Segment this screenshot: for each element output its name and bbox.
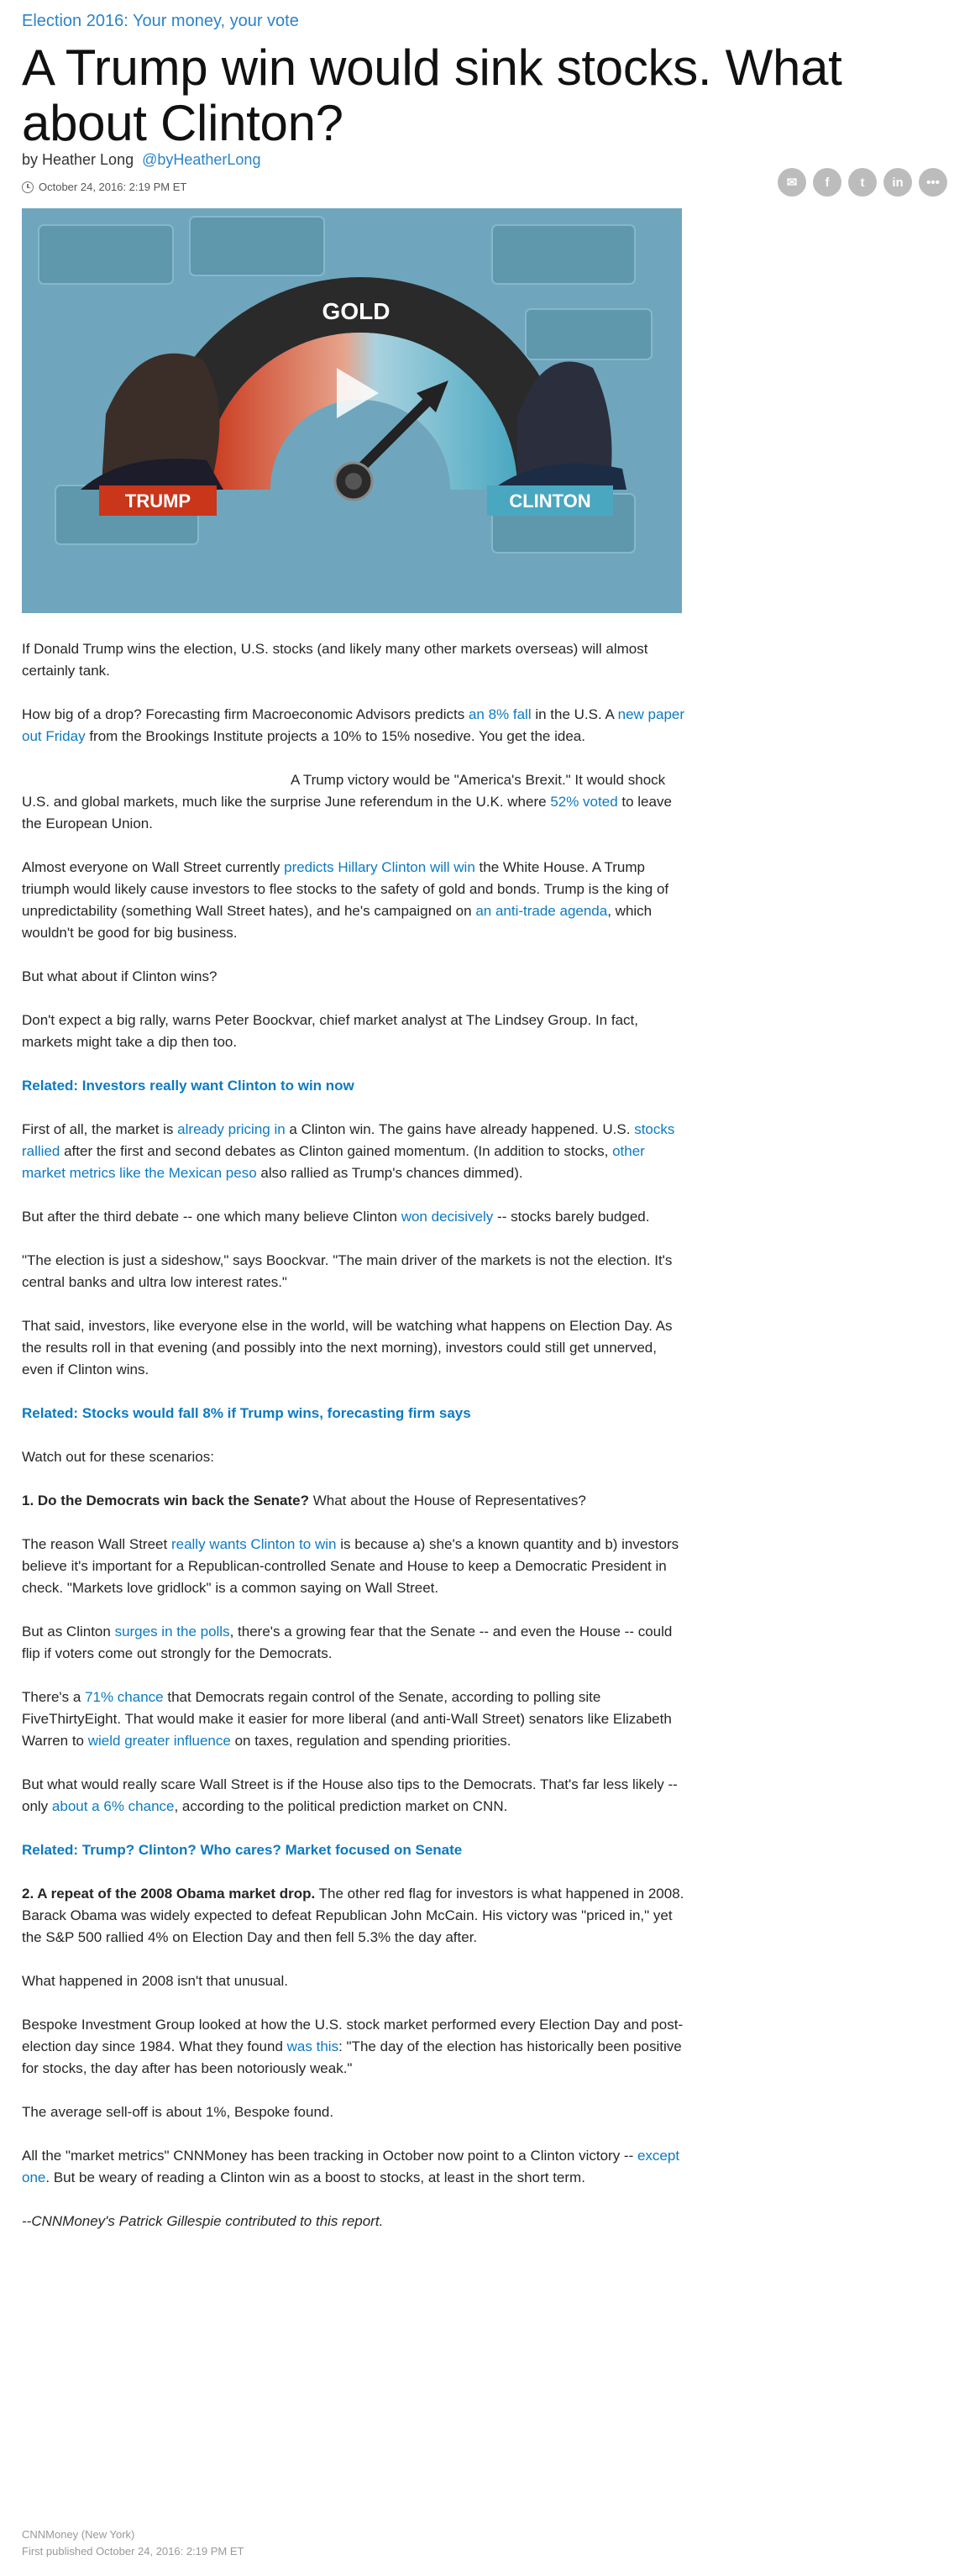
paragraph <box>22 2014 685 2080</box>
twitter-icon[interactable]: t <box>848 168 877 197</box>
paragraph <box>22 704 685 748</box>
paragraph <box>22 2145 685 2189</box>
link[interactable]: an anti-trade agenda <box>475 903 608 919</box>
gauge-label: GOLD <box>322 298 391 324</box>
email-icon[interactable]: ✉ <box>778 168 806 197</box>
text: First of all, the market is <box>22 1121 178 1137</box>
text: , which wouldn't be good for big business. <box>22 903 653 941</box>
link[interactable]: predicts Hillary Clinton will win <box>284 859 475 875</box>
text: . But be weary of reading a Clinton win as a boost to stocks, at least in the short term. <box>45 2169 585 2185</box>
link[interactable]: won decisively <box>401 1209 494 1225</box>
text: , there's a growing fear that the Senate -- and even the House -- could flip if voters come out strongly for the Democrats. <box>22 1624 673 1661</box>
byline <box>22 151 260 169</box>
article-body <box>22 638 685 2254</box>
paragraph: The average sell-off is about 1%, Bespoke found. <box>22 2104 334 2120</box>
clock-icon <box>22 181 34 193</box>
text: also rallied as Trump's chances dimmed). <box>256 1165 523 1181</box>
link[interactable]: already pricing in <box>177 1121 286 1137</box>
scenario-heading: 2. A repeat of the 2008 Obama market drop. <box>22 1886 316 1902</box>
paragraph <box>22 857 685 944</box>
clinton-label: CLINTON <box>509 491 591 512</box>
text: How big of a drop? Forecasting firm Macroeconomic Advisors predicts <box>22 706 469 722</box>
link[interactable]: about a 6% chance <box>51 1798 175 1814</box>
text: But what would really scare Wall Street is if the House also tips to the Democrats. That's far less likely -- only <box>22 1776 678 1814</box>
headline: A Trump win would sink stocks. What about Clinton? <box>22 39 842 151</box>
trump-label: TRUMP <box>124 491 191 512</box>
paragraph <box>22 769 685 835</box>
link[interactable]: stocks rallied <box>22 1121 675 1159</box>
text: But as Clinton <box>22 1624 115 1640</box>
contributor-note: --CNNMoney's Patrick Gillespie contributed to this report. <box>22 2213 384 2229</box>
link[interactable]: surges in the polls <box>114 1624 230 1640</box>
facebook-icon[interactable]: f <box>813 168 841 197</box>
paragraph: What happened in 2008 isn't that unusual. <box>22 1973 289 1989</box>
paragraph <box>22 1621 685 1665</box>
link[interactable]: really wants Clinton to win <box>170 1536 337 1552</box>
text: Bespoke Investment Group looked at how the U.S. stock market performed every Election Day and post-election day since 1984. What they found <box>22 2017 684 2054</box>
text: There's a <box>22 1689 86 1705</box>
link[interactable]: new paper out Friday <box>22 706 685 744</box>
paragraph: But what about if Clinton wins? <box>22 968 218 984</box>
section-kicker-link[interactable]: Election 2016: Your money, your vote <box>22 12 299 30</box>
text: What about the House of Representatives? <box>308 1493 586 1508</box>
link[interactable]: except one <box>22 2148 680 2185</box>
text: that Democrats regain control of the Senate, according to polling site FiveThirtyEight. That would make it easier for more liberal (and anti-Wall Street) senators like Elizabeth Warren to <box>22 1689 672 1749</box>
linkedin-icon[interactable]: in <box>883 168 912 197</box>
paragraph: "The election is just a sideshow," says Boockvar. "The main driver of the markets is not the election. It's central banks and ultra low interest rates." <box>22 1252 673 1290</box>
related-link[interactable]: Related: Investors really want Clinton to win now <box>22 1078 354 1094</box>
video-player[interactable] <box>22 208 682 613</box>
paragraph <box>22 1119 685 1184</box>
paragraph <box>22 1883 685 1949</box>
text: on taxes, regulation and spending priorities. <box>230 1733 511 1749</box>
author-twitter-link[interactable]: @byHeatherLong <box>142 151 261 168</box>
related-link[interactable]: Related: Trump? Clinton? Who cares? Market focused on Senate <box>22 1842 463 1858</box>
text: All the "market metrics" CNNMoney has been tracking in October now point to a Clinton victory -- <box>22 2148 637 2164</box>
paragraph <box>22 1206 685 1228</box>
text: But after the third debate -- one which many believe Clinton <box>22 1209 401 1225</box>
more-icon[interactable]: ••• <box>919 168 947 197</box>
link[interactable]: wield greater influence <box>87 1733 231 1749</box>
text: The reason Wall Street <box>22 1536 171 1552</box>
text: is because a) she's a known quantity and b) investors believe it's important for a Republican-controlled Senate and House to keep a Democratic President in check. "Markets love gridlock" is a common saying on Wall Street. <box>22 1536 679 1596</box>
article-footer <box>22 2526 244 2560</box>
paragraph: That said, investors, like everyone else in the world, will be watching what happens on Election Day. As the results roll in that evening (and possibly into the next morning), investors could still get unnerved, even if Clinton wins. <box>22 1318 673 1377</box>
paragraph <box>22 1534 685 1599</box>
lead-paragraph: If Donald Trump wins the election, U.S. stocks (and likely many other markets overseas) will almost certainly tank. <box>22 641 648 679</box>
first-published: First published October 24, 2016: 2:19 PM ET <box>22 2545 244 2558</box>
publish-date: October 24, 2016: 2:19 PM ET <box>39 181 187 193</box>
paragraph: Watch out for these scenarios: <box>22 1449 214 1465</box>
text: a Clinton win. The gains have already happened. U.S. <box>285 1121 635 1137</box>
video-thumbnail <box>22 208 682 613</box>
text: : "The day of the election has historically been positive for stocks, the day after has been notoriously weak." <box>22 2038 682 2076</box>
text: Almost everyone on Wall Street currently <box>22 859 285 875</box>
paragraph <box>22 1490 685 1512</box>
link[interactable]: other market metrics like the Mexican peso <box>22 1143 645 1181</box>
scenario-heading: 1. Do the Democrats win back the Senate? <box>22 1493 309 1508</box>
text: -- stocks barely budged. <box>493 1209 650 1225</box>
link[interactable]: 71% chance <box>85 1689 164 1705</box>
text: the White House. A Trump triumph would likely cause investors to flee stocks to the safety of gold and bonds. Trump is the king of unpredictability (something Wall Street hates), and he's campaigned on <box>22 859 669 919</box>
paragraph: Don't expect a big rally, warns Peter Boockvar, chief market analyst at The Lindsey Group. In fact, markets might take a dip then too. <box>22 1012 638 1050</box>
text: A Trump victory would be "America's Brexit." It would shock U.S. and global markets, much like the surprise June referendum in the U.K. where <box>22 772 666 810</box>
author-name: by Heather Long <box>22 151 134 168</box>
text: in the U.S. A <box>531 706 618 722</box>
text: to leave the European Union. <box>22 794 672 832</box>
text: from the Brookings Institute projects a 10% to 15% nosedive. You get the idea. <box>85 728 585 744</box>
source-line: CNNMoney (New York) <box>22 2528 135 2541</box>
link[interactable]: was this <box>286 2038 339 2054</box>
link[interactable]: 52% voted <box>550 794 618 810</box>
text: The other red flag for investors is what happened in 2008. Barack Obama was widely expected to defeat Republican John McCain. His victory was "priced in," yet the S&P 500 rallied 4% on Election Day and then fell 5.3% the day after. <box>22 1886 684 1945</box>
text: , according to the political prediction market on CNN. <box>174 1798 508 1814</box>
text: after the first and second debates as Clinton gained momentum. (In addition to stocks, <box>60 1143 613 1159</box>
related-link[interactable]: Related: Stocks would fall 8% if Trump wins, forecasting firm says <box>22 1405 471 1421</box>
share-bar <box>778 168 947 197</box>
paragraph <box>22 1774 685 1818</box>
link[interactable]: an 8% fall <box>468 706 532 722</box>
paragraph <box>22 1687 685 1752</box>
dateline <box>22 181 186 193</box>
